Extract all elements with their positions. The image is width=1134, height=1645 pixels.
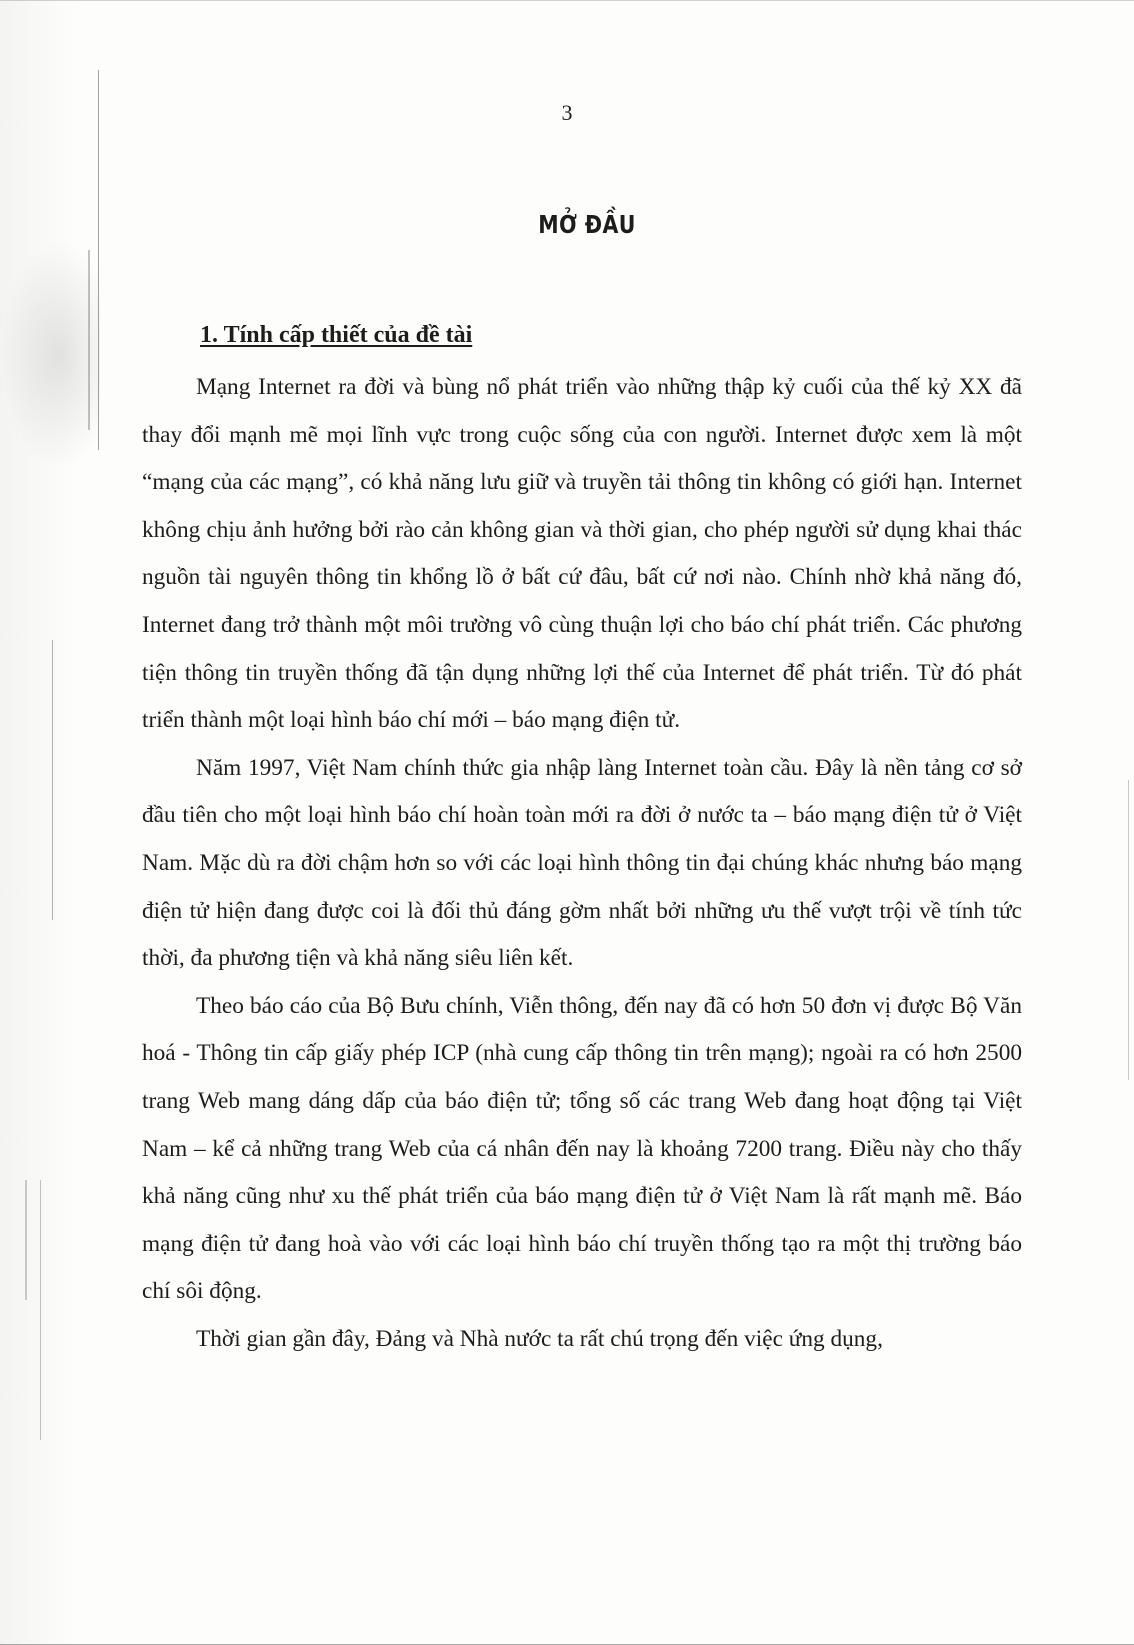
paragraph: Thời gian gần đây, Đảng và Nhà nước ta rất chú trọng đến việc ứng dụng, [196, 1325, 883, 1352]
scan-border-top [0, 0, 1134, 1]
scan-crease [40, 1180, 41, 1440]
scan-crease [88, 250, 90, 430]
scan-border-right [1128, 780, 1129, 1080]
paragraph: Năm 1997, Việt Nam chính thức gia nhập làng Internet toàn cầu. Đây là nền tảng cơ sở đầu tiên cho một loại hình báo chí hoàn toàn mới ra đời ở nước ta – báo mạng điện tử ở Việt Nam. Mặc dù ra đời chậm hơn so với các loại hình thông tin đại chúng khác nhưng báo mạng điện tử hiện đang được coi là đối thủ đáng gờm nhất bởi những ưu thế vượt trội về tính tức thời, đa phương tiện và khả năng siêu liên kết. [142, 754, 1022, 972]
scan-crease [25, 1180, 27, 1300]
scan-crease [98, 70, 99, 450]
scan-crease [52, 640, 53, 920]
page-number: 3 [561, 100, 573, 125]
paragraph: Theo báo cáo của Bộ Bưu chính, Viễn thông, đến nay đã có hơn 50 đơn vị được Bộ Văn hoá - Thông tin cấp giấy phép ICP (nhà cung cấp thông tin trên mạng); ngoài ra có hơn 2500 trang Web mang dáng dấp của báo điện tử; tổng số các trang Web đang hoạt động tại Việt Nam – kể cả những trang Web của cá nhân đến nay là khoảng 7200 trang. Điều này cho thấy khả năng cũng như xu thế phát triển của báo mạng điện tử ở Việt Nam là rất mạnh mẽ. Báo mạng điện tử đang hoà vào với các loại hình báo chí truyền thống tạo ra một thị trường báo chí sôi động. [142, 992, 1022, 1305]
paragraph: Mạng Internet ra đời và bùng nổ phát triển vào những thập kỷ cuối của thế kỷ XX đã thay đổi mạnh mẽ mọi lĩnh vực trong cuộc sống của con người. Internet được xem là một “mạng của các mạng”, có khả năng lưu giữ và truyền tải thông tin không có giới hạn. Internet không chịu ảnh hưởng bởi rào cản không gian và thời gian, cho phép người sử dụng khai thác nguồn tài nguyên thông tin khổng lồ ở bất cứ đâu, bất cứ nơi nào. Chính nhờ khả năng đó, Internet đang trở thành một môi trường vô cùng thuận lợi cho báo chí phát triển. Các phương tiện thông tin truyền thống đã tận dụng những lợi thế của Internet để phát triển. Từ đó phát triển thành một loại hình báo chí mới – báo mạng điện tử. [142, 374, 1022, 734]
body-text [142, 364, 1022, 1363]
chapter-heading: MỞ ĐẦU [538, 210, 636, 239]
scan-smudge [0, 240, 100, 470]
section-title: 1. Tính cấp thiết của đề tài [200, 322, 473, 348]
